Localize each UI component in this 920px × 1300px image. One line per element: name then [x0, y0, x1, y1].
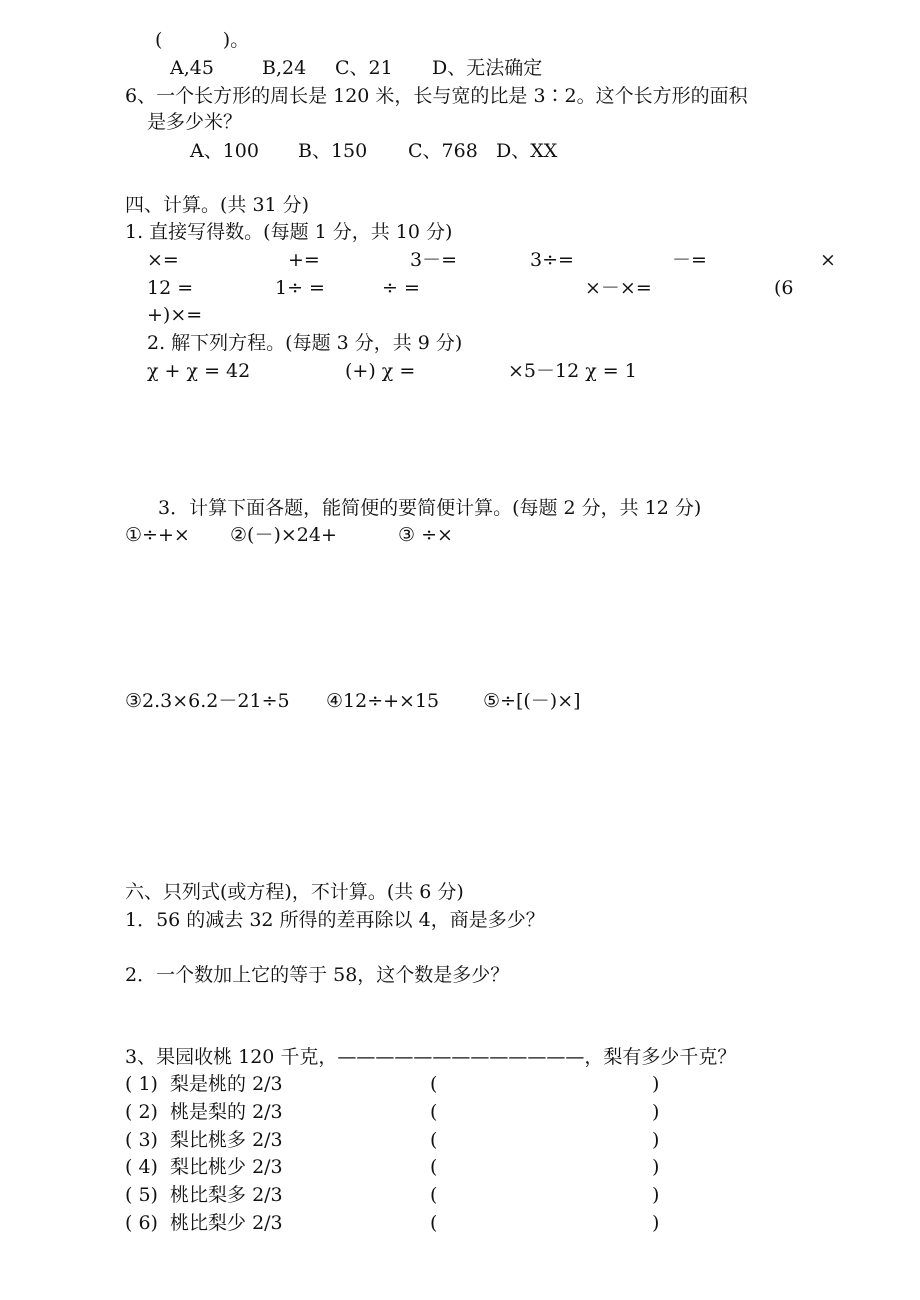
equation-item: χ + χ = 42 [147, 360, 251, 382]
peach-pear-item-5 [0, 1183, 920, 1207]
q5-option-b: B,24 [262, 57, 307, 79]
q5-option-a: A,45 [170, 57, 214, 79]
section4-part3-title: 3．计算下面各题，能简便的要简便计算。(每题 2 分，共 12 分) [158, 497, 702, 519]
peach-pear-item-4 [0, 1155, 920, 1179]
item-label: ( 6) 桃比梨少 2/3 [125, 1212, 283, 1234]
answer-paren-close: ) [652, 1156, 660, 1178]
q6-option-c: C、768 [408, 140, 478, 162]
answer-paren-open: ( [430, 1129, 438, 1151]
simplify-calc-item: ③2.3×6.2－21÷5 [125, 690, 290, 712]
simplify-calc-item: ③ ÷× [398, 524, 453, 546]
q5-option-c: C、21 [335, 57, 393, 79]
q5-answer-paren: ( )。 [155, 29, 250, 51]
simplify-calc-item: ①÷+× [125, 524, 190, 546]
q6-option-d: D、XX [496, 140, 558, 162]
peach-pear-item-1 [0, 1072, 920, 1096]
answer-paren-open: ( [430, 1073, 438, 1095]
peach-pear-item-3 [0, 1128, 920, 1152]
oral-calc-item: ×－×= [585, 277, 652, 299]
answer-paren-open: ( [430, 1212, 438, 1234]
item-label: ( 3) 梨比桃多 2/3 [125, 1129, 283, 1151]
oral-calc-row-1 [0, 248, 920, 272]
simplify-calc-item: ④12÷+×15 [326, 690, 440, 712]
simplify-calc-row-2 [0, 689, 920, 713]
peach-pear-item-2 [0, 1100, 920, 1124]
simplify-calc-row-1 [0, 523, 920, 547]
oral-calc-item: －= [672, 249, 707, 271]
oral-calc-item: += [288, 249, 320, 271]
equations-row [0, 359, 920, 383]
simplify-calc-item: ⑤÷[(－)×] [483, 690, 581, 712]
answer-paren-close: ) [652, 1212, 660, 1234]
section6-title: 六、只列式(或方程)，不计算。(共 6 分) [125, 881, 464, 903]
oral-calc-item: ×= [147, 249, 179, 271]
oral-calc-item: 1÷ = [275, 277, 325, 299]
section4-part1-title: 1. 直接写得数。(每题 1 分，共 10 分) [125, 221, 453, 243]
section4-title: 四、计算。(共 31 分) [125, 194, 310, 216]
q6-option-a: A、100 [190, 140, 259, 162]
section6-q3-stem: 3、果园收桃 120 千克，—————————————，梨有多少千克？ [125, 1046, 737, 1068]
section4-part2-title: 2. 解下列方程。(每题 3 分，共 9 分) [147, 332, 463, 354]
equation-item: ×5－12 χ = 1 [508, 360, 637, 382]
oral-calc-item: 3－= [410, 249, 458, 271]
oral-calc-item: (6 [774, 277, 794, 299]
answer-paren-open: ( [430, 1101, 438, 1123]
section6-q1: 1．56 的减去 32 所得的差再除以 4，商是多少？ [125, 909, 545, 931]
oral-calc-item: 3÷= [530, 249, 574, 271]
q6-stem-line1: 6、一个长方形的周长是 120 米，长与宽的比是 3∶2。这个长方形的面积 [125, 85, 748, 107]
item-label: ( 2) 桃是梨的 2/3 [125, 1101, 283, 1123]
oral-calc-row-2 [0, 276, 920, 300]
equation-item: (+) χ = [345, 360, 416, 382]
peach-pear-item-6 [0, 1211, 920, 1235]
item-label: ( 1) 梨是桃的 2/3 [125, 1073, 283, 1095]
section6-q2: 2．一个数加上它的等于 58，这个数是多少？ [125, 964, 510, 986]
oral-calc-item: ÷ = [382, 277, 420, 299]
answer-paren-close: ) [652, 1101, 660, 1123]
answer-paren-close: ) [652, 1073, 660, 1095]
item-label: ( 5) 桃比梨多 2/3 [125, 1184, 283, 1206]
q5-option-d: D、无法确定 [432, 57, 543, 79]
q6-option-b: B、150 [298, 140, 368, 162]
simplify-calc-item: ②(－)×24+ [230, 524, 337, 546]
item-label: ( 4) 梨比桃少 2/3 [125, 1156, 283, 1178]
oral-calc-row-3: +)×= [147, 304, 203, 326]
answer-paren-close: ) [652, 1184, 660, 1206]
oral-calc-item: × [820, 249, 836, 271]
answer-paren-close: ) [652, 1129, 660, 1151]
answer-paren-open: ( [430, 1184, 438, 1206]
answer-paren-open: ( [430, 1156, 438, 1178]
q6-stem-line2: 是多少米？ [147, 111, 243, 133]
oral-calc-item: 12 = [147, 277, 194, 299]
